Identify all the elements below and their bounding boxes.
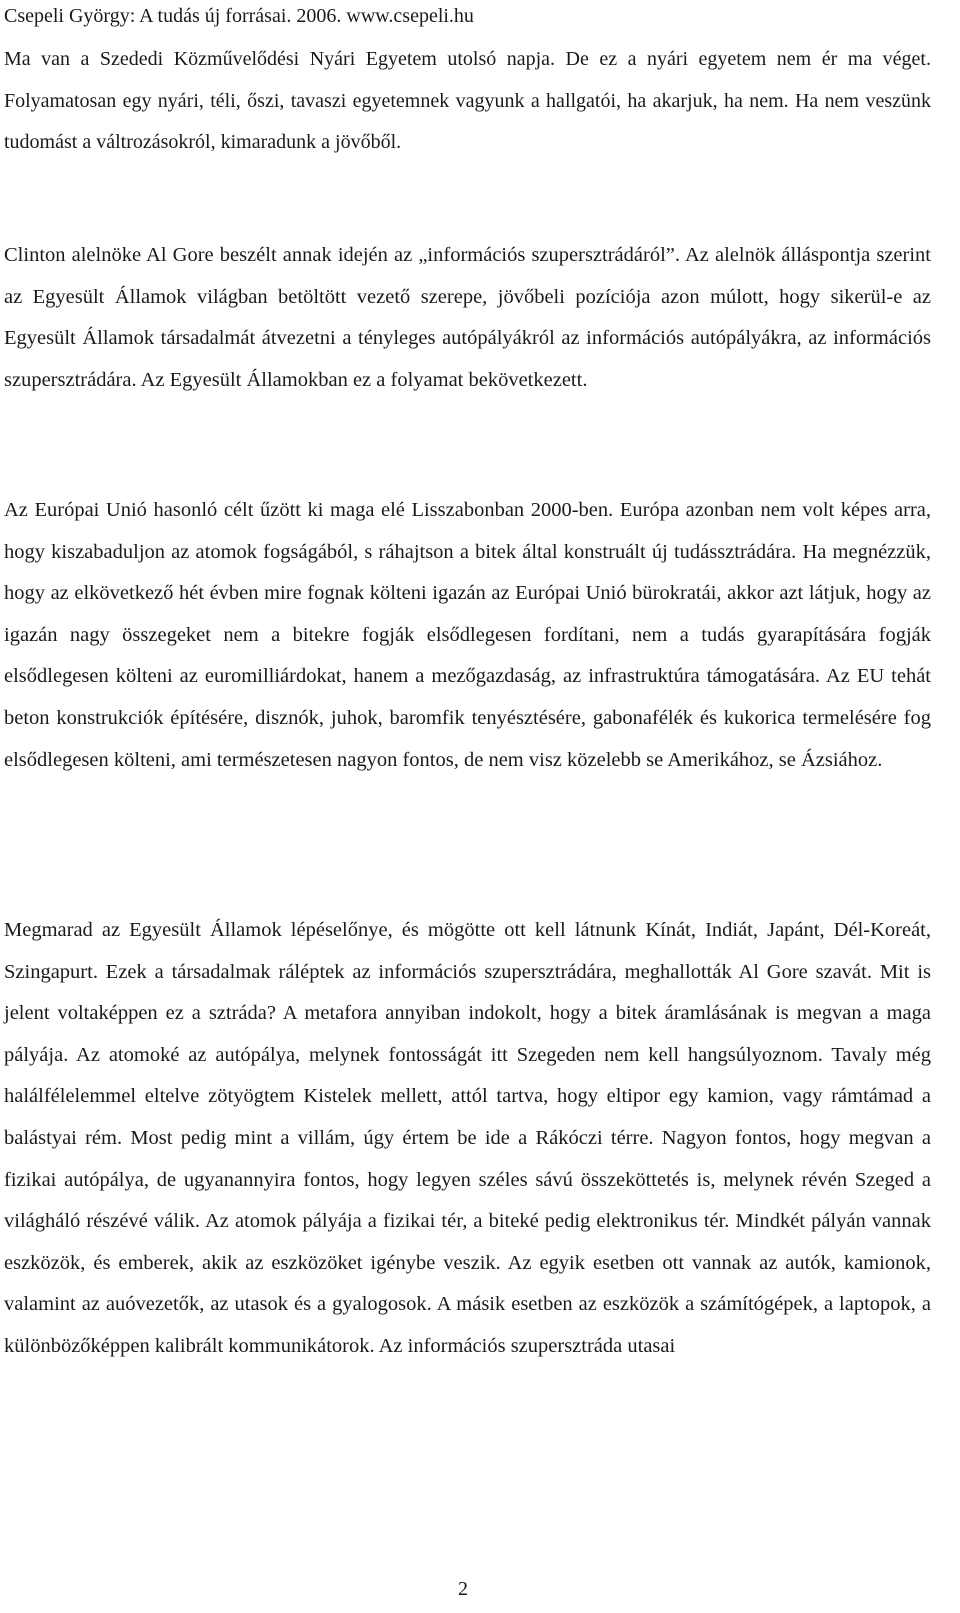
paragraph-4: Megmarad az Egyesült Államok lépéselőnye, és mögötte ott kell látnunk Kínát, Indiát, Japánt, Dél-Koreát, Szingapurt. Ezek a társadalmak ráléptek az információs szupersztrádára, meghallották Al Gore szavát. Mit is jelent voltaképpen ez a sztráda? A metafora annyiban indokolt, hogy a bitek áramlásának is megvan a maga pályája. Az atomoké az autópálya, melynek fontosságát itt Szegeden nem kell hangsúlyoznom. Tavaly még halálfélelemmel eltelve zötyögtem Kistelek mellett, attól tartva, hogy eltipor egy kamion, vagy rámtámad a balástyai rém. Most pedig mint a villám, úgy értem be ide a Rákóczi térre. Nagyon fontos, hogy megvan a fizikai autópálya, de ugyanannyira fontos, hogy legyen széles sávú összeköttetés is, melynek révén Szeged a világháló részévé válik. Az atomok pályája a fizikai tér, a biteké pedig elektronikus tér. Mindkét pályán vannak eszközök, és emberek, akik az eszközöket igénybe veszik. Az egyik esetben ott vannak az autók, kamionok, valamint az auóvezetők, az utasok és a gyalogosok. A másik esetben az eszközök a számítógépek, a laptopok, a különbözőképpen kalibrált kommunikátorok. Az információs szupersztráda utasai — [4, 919, 931, 1357]
paragraph-2: Clinton alelnöke Al Gore beszélt annak idején az „információs szupersztrádáról”. Az alelnök álláspontja szerint az Egyesült Államok világban betöltött vezető szerepe, jövőbeli pozíciója azon múlott, hogy sikerül-e az Egyesült Államok társadalmát átvezetni a tényleges autópályákról az információs autópályákra, az információs szupersztrádára. Az Egyesült Államokban ez a folyamat bekövetkezett. — [4, 244, 931, 391]
page-header: Csepeli György: A tudás új forrásai. 2006. www.csepeli.hu — [4, 5, 474, 27]
paragraph-3: Az Európai Unió hasonló célt űzött ki maga elé Lisszabonban 2000-ben. Európa azonban nem volt képes arra, hogy kiszabaduljon az atomok fogságából, s ráhajtson a bitek által konstruált új tudássztrádára. Ha megnézzük, hogy az elkövetkező hét évben mire fognak költeni igazán az Európai Unió bürokratái, akkor azt látjuk, hogy az igazán nagy összegeket nem a bitekre fogják elsődlegesen fordítani, nem a tudás gyarapítására fogják elsődlegesen költeni az euromilliárdokat, hanem a mezőgazdaság, az infrastruktúra támogatására. Az EU tehát beton konstrukciók építésére, disznók, juhok, baromfik tenyésztésére, gabonafélék és kukorica termelésére fog elsődlegesen költeni, ami természetesen nagyon fontos, de nem visz közelebb se Amerikához, se Ázsiához. — [4, 499, 931, 771]
page-number: 2 — [458, 1578, 468, 1600]
paragraph-1: Ma van a Szededi Közművelődési Nyári Egyetem utolsó napja. De ez a nyári egyetem nem ér ma véget. Folyamatosan egy nyári, téli, őszi, tavaszi egyetemnek vagyunk a hallgatói, ha akarjuk, ha nem. Ha nem veszünk tudomást a váltrozásokról, kimaradunk a jövőből. — [4, 48, 931, 154]
